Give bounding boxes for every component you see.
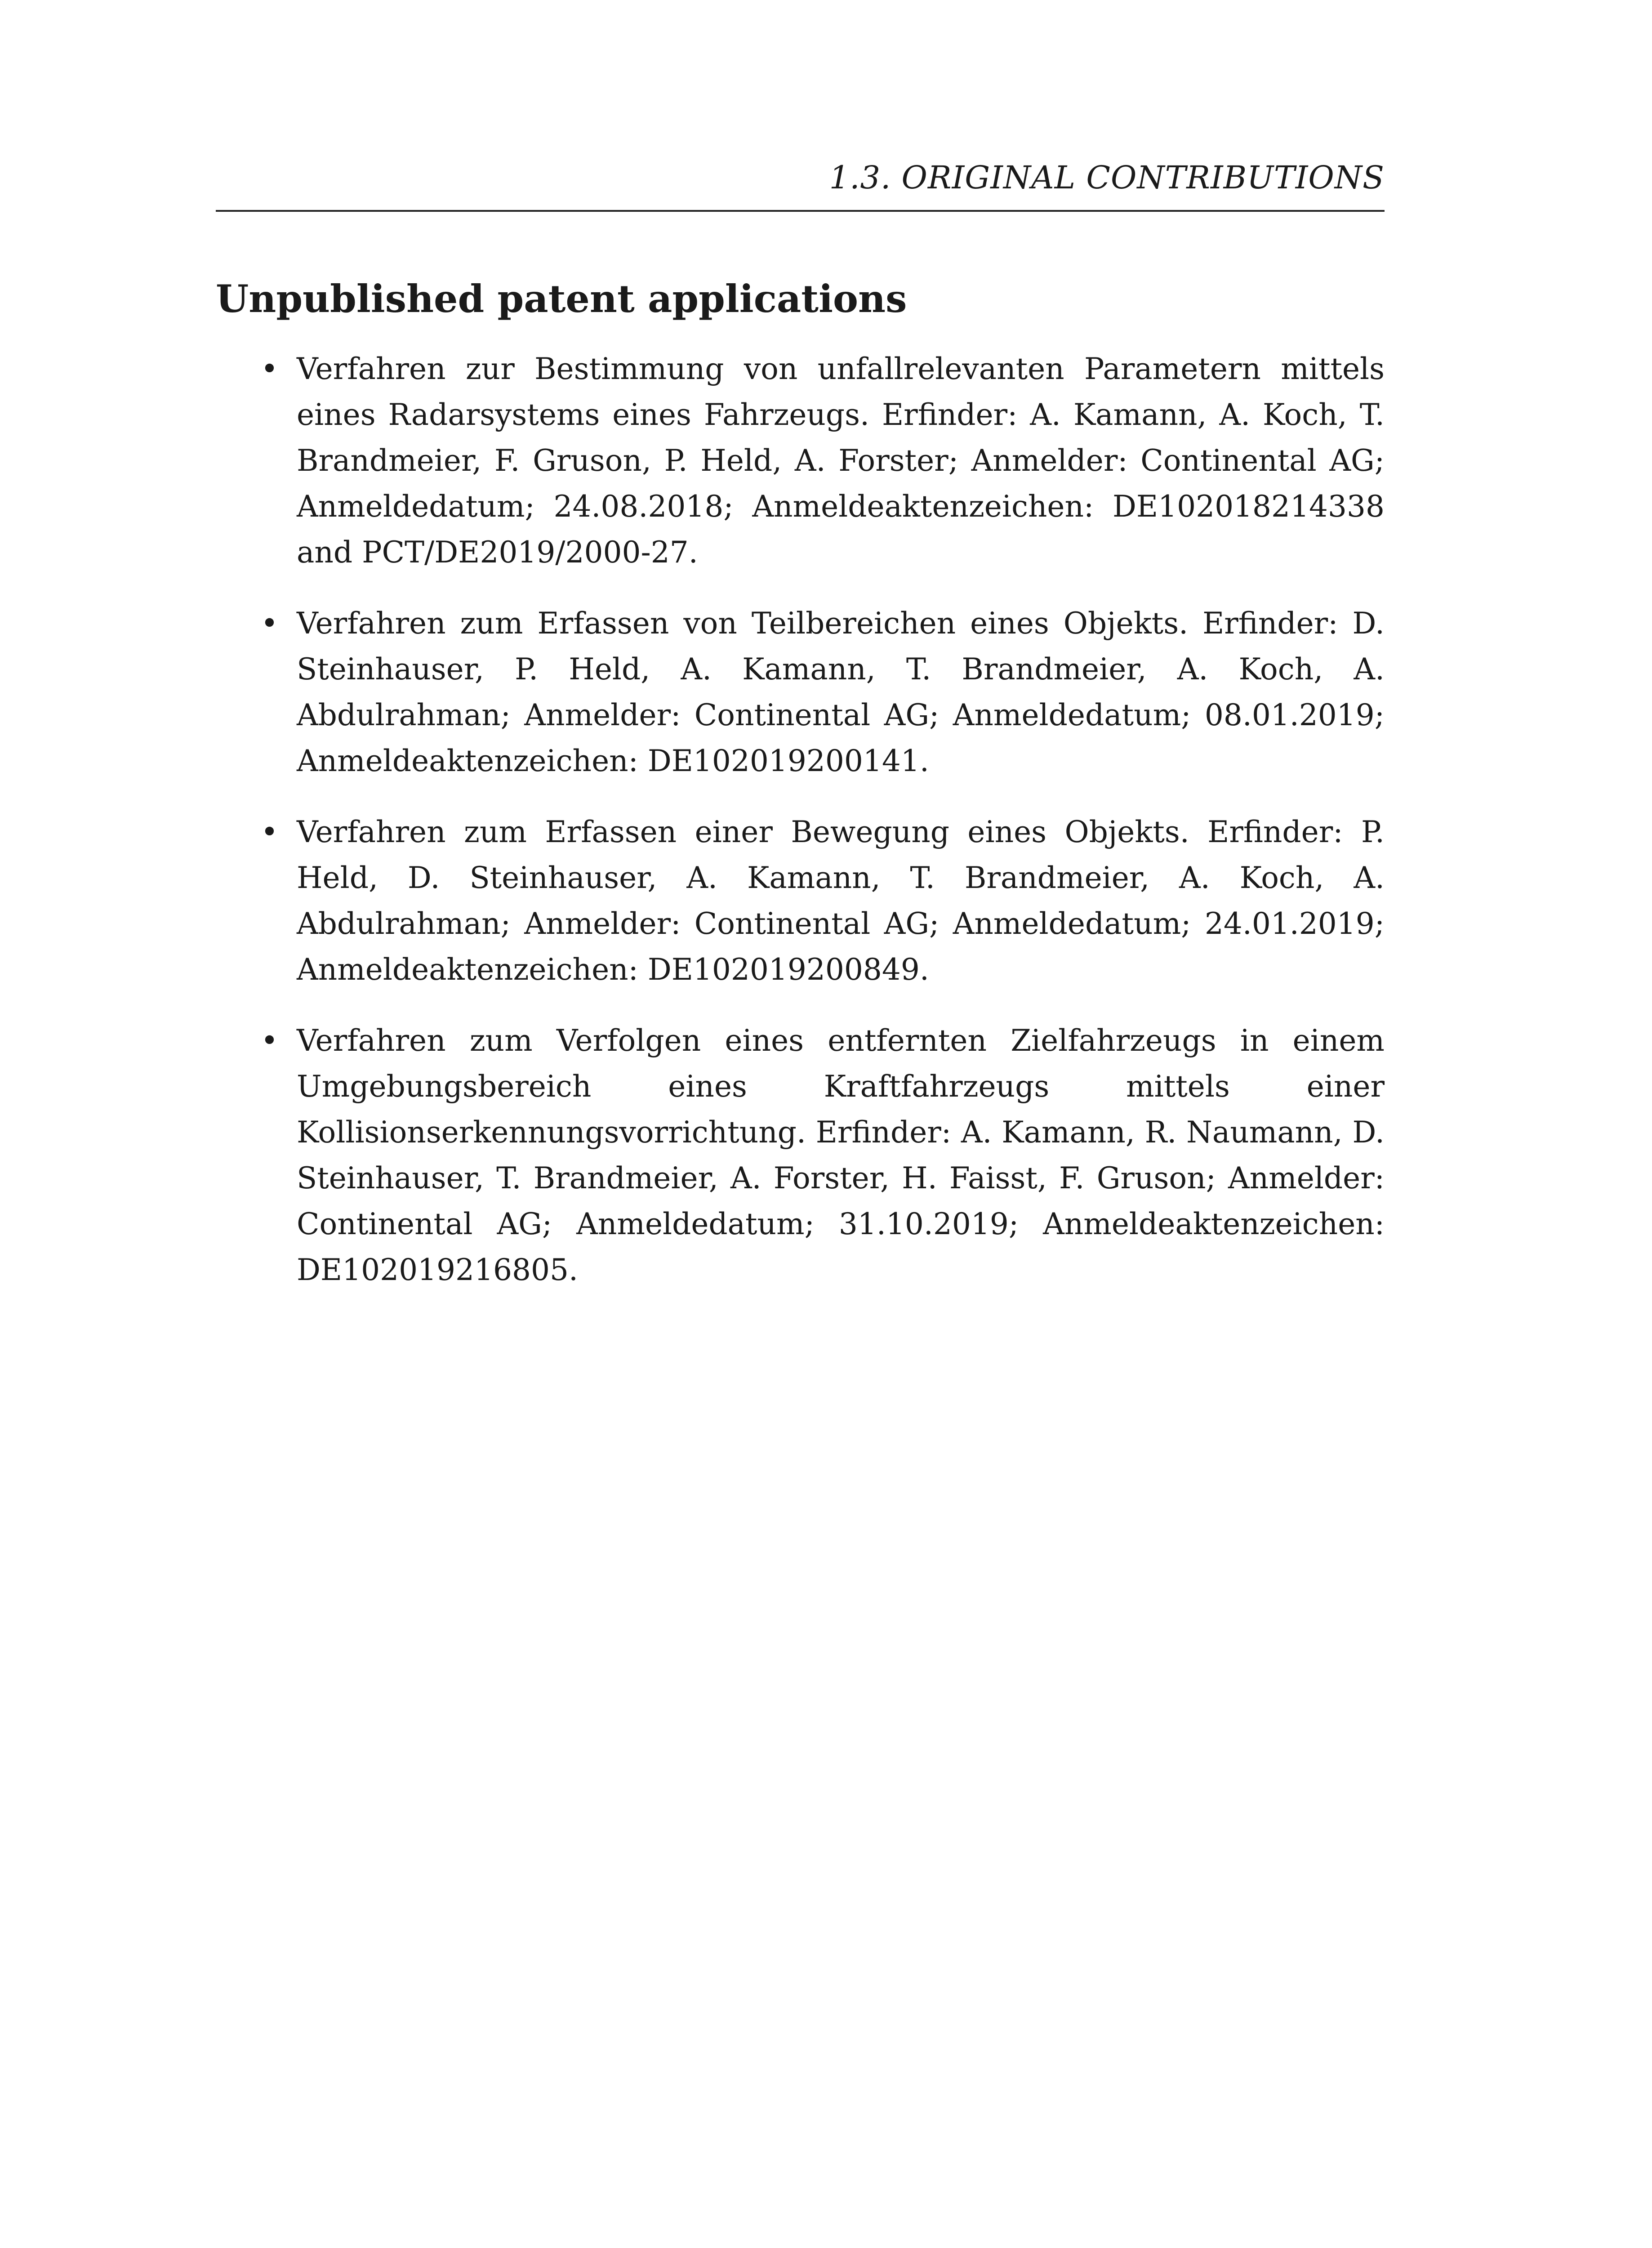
bullet-icon: • [261,352,278,386]
patent-list [216,346,1385,1318]
patent-item [216,1018,1385,1293]
bullet-icon: • [261,815,278,849]
patent-text: Verfahren zum Erfassen einer Bewegung eines Objekts. Erfinder: P. Held, D. Steinhauser, A. Kamann, T. Brandmeier, A. Koch, A. Abdulrahman; Anmelder: Continental AG; Anmeldedatum; 24.01.2019; Anmeldeaktenzeichen: DE102019200849. [297,815,1385,987]
patent-item [216,601,1385,784]
bullet-icon: • [261,606,278,641]
running-header: 1.3. ORIGINAL CONTRIBUTIONS [829,159,1385,196]
header-rule [216,210,1385,212]
patent-text: Verfahren zur Bestimmung von unfallrelevanten Parametern mittels eines Radarsystems eines Fahrzeugs. Erfinder: A. Kamann, A. Koch, T. Brandmeier, F. Gruson, P. Held, A. Forster; Anmelder: Continental AG; Anmeldedatum; 24.08.2018; Anmeldeaktenzeichen: DE102018214338 and PCT/DE2019/2000-27. [297,352,1385,570]
section-heading: Unpublished patent applications [216,277,907,321]
patent-text: Verfahren zum Verfolgen eines entfernten Zielfahrzeugs in einem Umgebungsbereich eines Kraftfahrzeugs mittels einer Kollisionserkennungsvorrichtung. Erfinder: A. Kamann, R. Naumann, D. Steinhauser, T. Brandmeier, A. Forster, H. Faisst, F. Gruson; Anmelder: Continental AG; Anmeldedatum; 31.10.2019; Anmeldeaktenzeichen: DE102019216805. [297,1023,1385,1287]
patent-item [216,346,1385,575]
patent-item [216,809,1385,993]
patent-text: Verfahren zum Erfassen von Teilbereichen eines Objekts. Erfinder: D. Steinhauser, P. Held, A. Kamann, T. Brandmeier, A. Koch, A. Abdulrahman; Anmelder: Continental AG; Anmeldedatum; 08.01.2019; Anmeldeaktenzeichen: DE102019200141. [297,606,1385,778]
bullet-icon: • [261,1023,278,1058]
